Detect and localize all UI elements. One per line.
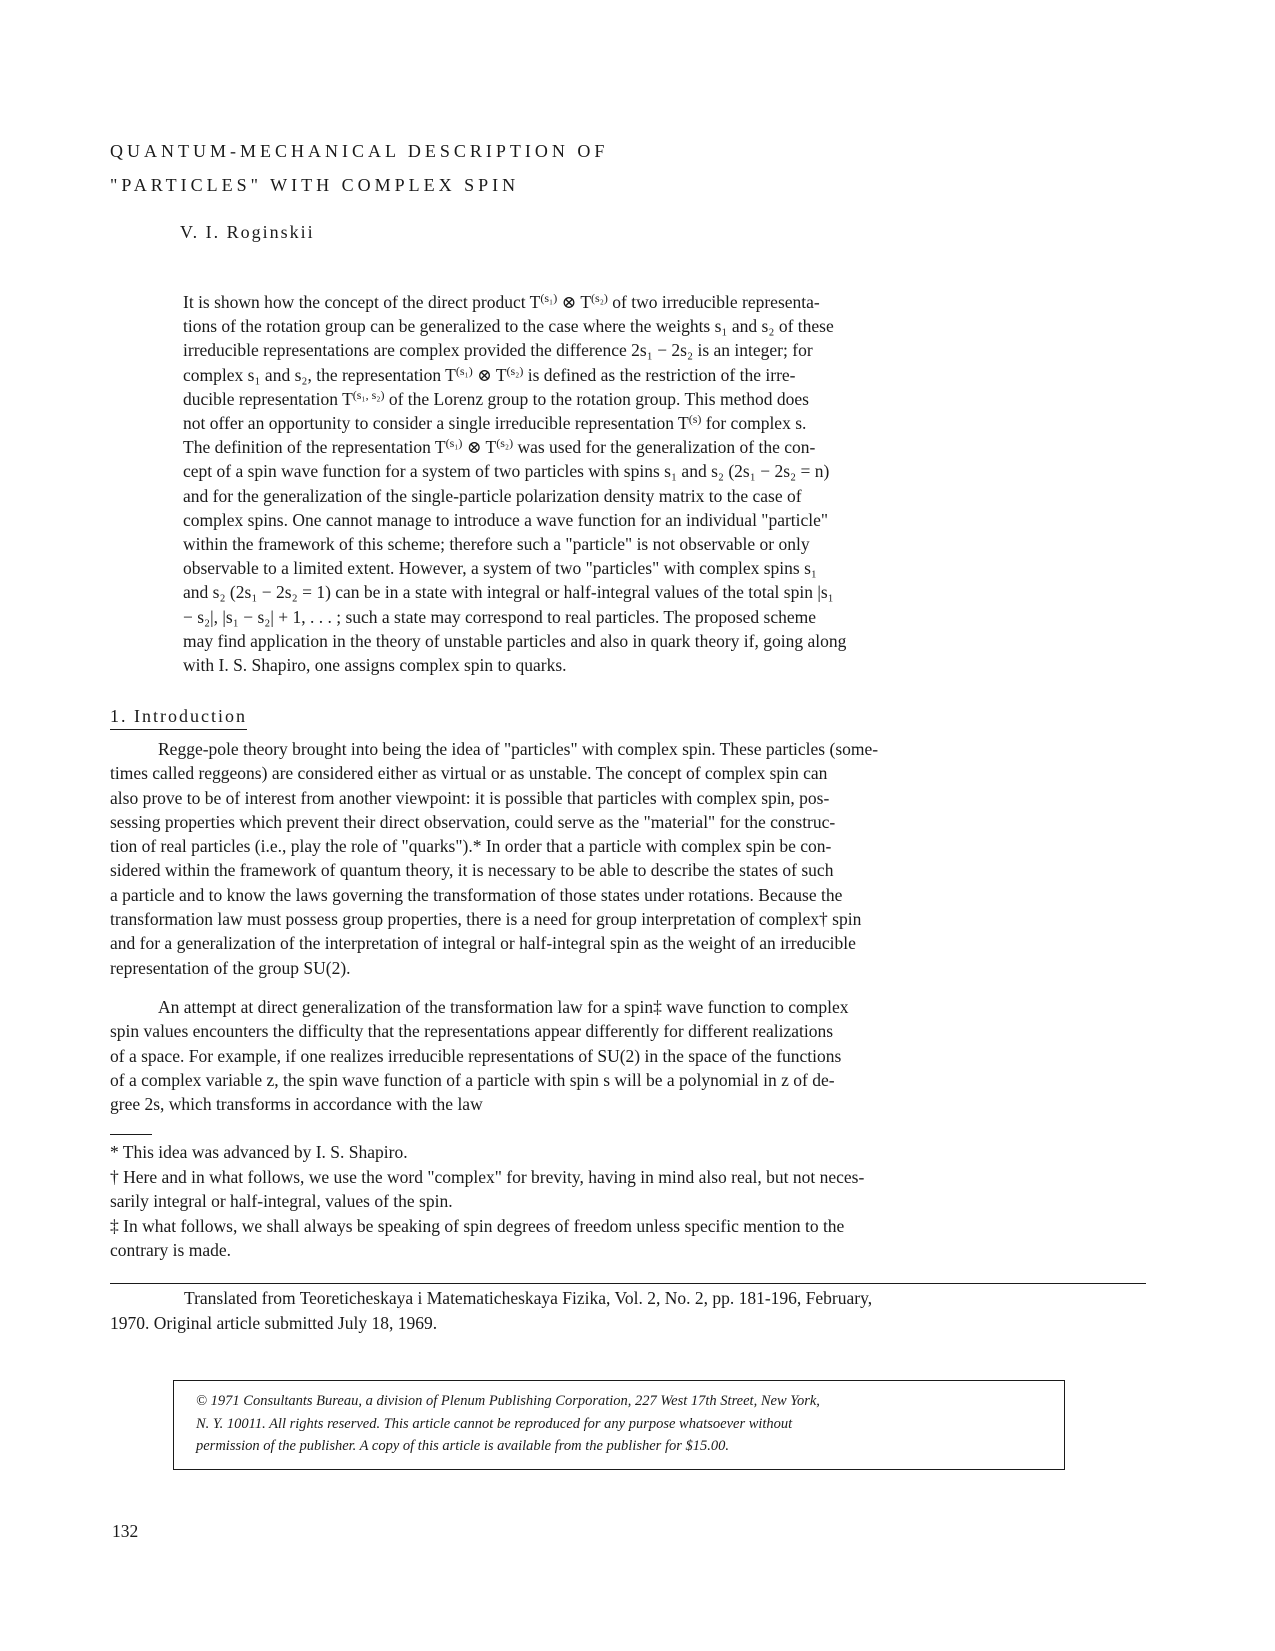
introduction-body <box>110 737 1150 1116</box>
abstract-line: cept of a spin wave function for a system of two particles with spins s₁ and s₂ (2s₁ − 2s₂ = n) <box>183 461 830 482</box>
abstract-line: and for the generalization of the single-particle polarization density matrix to the case of <box>183 485 802 506</box>
abstract-line: It is shown how the concept of the direct product $T^{(s_1)}$ ⊗ $T^{(s_2)}$ of two irreducible representa- <box>183 291 820 312</box>
footnote-2-cont: sarily integral or half-integral, values of the spin. <box>110 1191 453 1211</box>
abstract <box>183 290 1063 677</box>
abstract-line: observable to a limited extent. However, a system of two "particles" with complex spins s₁ <box>183 558 817 579</box>
abstract-line: may find application in the theory of unstable particles and also in quark theory if, going along <box>183 630 847 651</box>
copyright-line: permission of the publisher. A copy of this article is available from the publisher for $15.00. <box>196 1438 729 1454</box>
footnote-3-cont: contrary is made. <box>110 1240 231 1260</box>
abstract-line: complex spins. One cannot manage to introduce a wave function for an individual "particle" <box>183 509 829 530</box>
text-line: gree 2s, which transforms in accordance with the law <box>110 1094 483 1115</box>
abstract-line: within the framework of this scheme; therefore such a "particle" is not observable or only <box>183 534 810 555</box>
section-heading: 1. Introduction <box>110 706 247 730</box>
abstract-line: complex s₁ and s₂, the representation $T^{(s_1)}$ ⊗ $T^{(s_2)}$ is defined as the restriction of the irre- <box>183 363 796 385</box>
paper-title <box>110 134 608 202</box>
footnote-3: ‡ In what follows, we shall always be speaking of spin degrees of freedom unless specific mention to the <box>110 1215 845 1236</box>
abstract-line: − s₂|, |s₁ − s₂| + 1, . . . ; such a state may correspond to real particles. The proposed scheme <box>183 606 817 627</box>
text-line: tion of real particles (i.e., play the role of "quarks").* In order that a particle with complex spin be con- <box>110 836 832 857</box>
abstract-line: with I. S. Shapiro, one assigns complex spin to quarks. <box>183 655 567 676</box>
title-line-2: "PARTICLES" WITH COMPLEX SPIN <box>110 175 520 195</box>
text-line: of a space. For example, if one realizes irreducible representations of SU(2) in the space of the functions <box>110 1045 842 1066</box>
text-line: a particle and to know the laws governing the transformation of those states under rotations. Because the <box>110 884 843 905</box>
copyright-line: N. Y. 10011. All rights reserved. This article cannot be reproduced for any purpose whatsoever without <box>196 1415 793 1432</box>
text-line: also prove to be of interest from another viewpoint: it is possible that particles with complex spin, pos- <box>110 787 830 808</box>
page-number: 132 <box>112 1521 139 1541</box>
copyright-box <box>173 1380 1065 1470</box>
text-line: representation of the group SU(2). <box>110 957 351 978</box>
translation-note <box>110 1286 1150 1336</box>
abstract-line: tions of the rotation group can be generalized to the case where the weights s₁ and s₂ of these <box>183 316 834 337</box>
abstract-line: The definition of the representation $T^{(s_1)}$ ⊗ $T^{(s_2)}$ was used for the generalization of the con- <box>183 436 816 458</box>
footnote-1: * This idea was advanced by I. S. Shapiro. <box>110 1142 408 1162</box>
translation-line-1: Translated from Teoreticheskaya i Matematicheskaya Fizika, Vol. 2, No. 2, pp. 181-196, February, <box>184 1288 873 1308</box>
text-line: An attempt at direct generalization of the transformation law for a spin‡ wave function to complex <box>158 996 849 1017</box>
paragraph-2 <box>110 995 1150 1116</box>
translation-line-2: 1970. Original article submitted July 18, 1969. <box>110 1313 438 1333</box>
abstract-line: not offer an opportunity to consider a single irreducible representation $T^{(s)}$ for complex s. <box>183 412 807 434</box>
abstract-line: and s₂ (2s₁ − 2s₂ = 1) can be in a state with integral or half-integral values of the total spin |s₁ <box>183 582 834 603</box>
footnote-2: † Here and in what follows, we use the word "complex" for brevity, having in mind also real, but not neces- <box>110 1166 865 1187</box>
author-name: V. I. Roginskii <box>180 222 315 242</box>
text-line: sidered within the framework of quantum theory, it is necessary to be able to describe the states of such <box>110 860 834 881</box>
footnote-rule <box>110 1134 152 1135</box>
paragraph-1 <box>110 737 1150 980</box>
title-line-1: QUANTUM-MECHANICAL DESCRIPTION OF <box>110 141 609 161</box>
footnotes <box>110 1140 1150 1263</box>
text-line: times called reggeons) are considered either as virtual or as unstable. The concept of complex spin can <box>110 763 828 784</box>
abstract-line: ducible representation $T^{(s_1, s_2)}$ of the Lorenz group to the rotation group. This method does <box>183 387 809 409</box>
text-line: of a complex variable z, the spin wave function of a particle with spin s will be a polynomial in z of de- <box>110 1069 835 1090</box>
text-line: sessing properties which prevent their direct observation, could serve as the "material" for the construc- <box>110 811 836 832</box>
translation-rule <box>110 1283 1146 1284</box>
abstract-line: irreducible representations are complex provided the difference 2s₁ − 2s₂ is an integer; for <box>183 340 813 361</box>
text-line: and for a generalization of the interpretation of integral or half-integral spin as the weight of an irreducible <box>110 933 856 954</box>
text-line: transformation law must possess group properties, there is a need for group interpretation of complex† spin <box>110 909 862 930</box>
text-line: spin values encounters the difficulty that the representations appear differently for different realizations <box>110 1021 834 1042</box>
text-line: Regge-pole theory brought into being the idea of "particles" with complex spin. These particles (some- <box>158 739 879 759</box>
copyright-line: © 1971 Consultants Bureau, a division of Plenum Publishing Corporation, 227 West 17th Street, New York, <box>196 1393 820 1409</box>
